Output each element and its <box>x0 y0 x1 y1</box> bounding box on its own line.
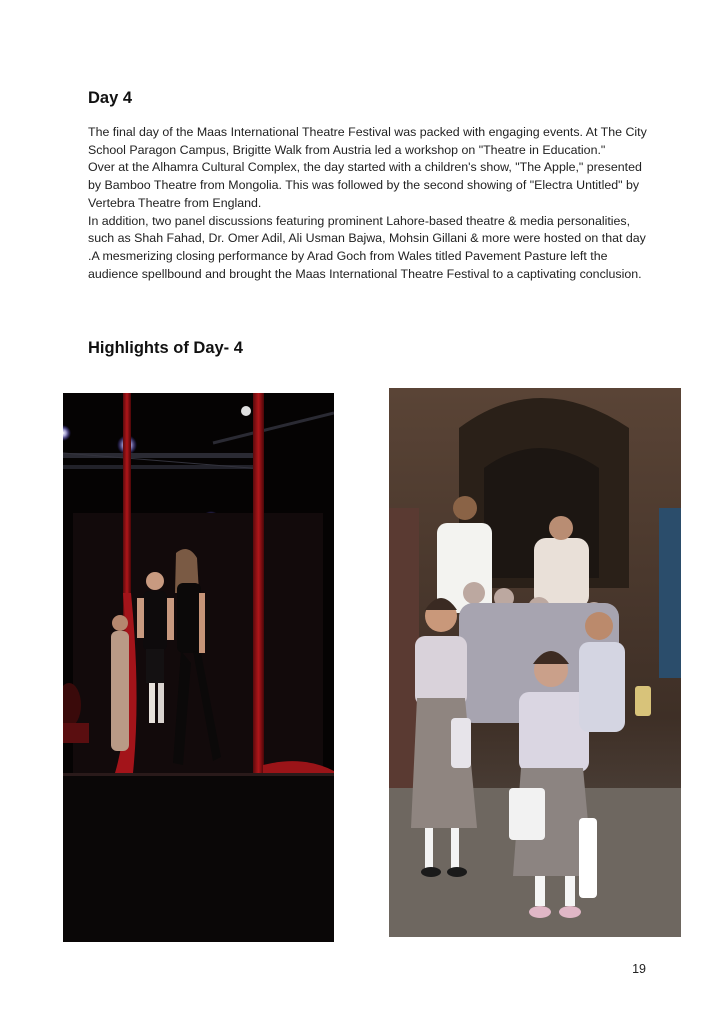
section-heading-day-4: Day 4 <box>88 89 133 107</box>
stage-performance-photo <box>63 393 334 942</box>
page-number: 19 <box>632 962 646 976</box>
paragraph-alhamra-shows: Over at the Alhamra Cultural Complex, the day started with a children's show, "The Apple," presented by Bamboo Theatre from Mongolia. This was followed by the second showing of "Electra Untitled" by Vertebra Theatre from England. <box>88 160 642 210</box>
day-4-description <box>88 124 648 283</box>
paragraph-panels-closing: In addition, two panel discussions featuring prominent Lahore-based theatre & media personalities, such as Shah Fahad, Dr. Omer Adil, Ali Usman Bajwa, Mohsin Gillani & more were hosted on that day .A mesmerizing closing performance by Arad Goch from Wales titled Pavement Pasture left the audience spellbound and brought the Maas International Theatre Festival to a captivating conclusion. <box>88 213 646 281</box>
paragraph-workshop: The final day of the Maas International Theatre Festival was packed with engaging events. At The City School Paragon Campus, Brigitte Walk from Austria led a workshop on "Theatre in Education." <box>88 125 647 157</box>
schoolchildren-group-photo <box>389 388 681 937</box>
section-heading-highlights: Highlights of Day- 4 <box>88 339 243 357</box>
